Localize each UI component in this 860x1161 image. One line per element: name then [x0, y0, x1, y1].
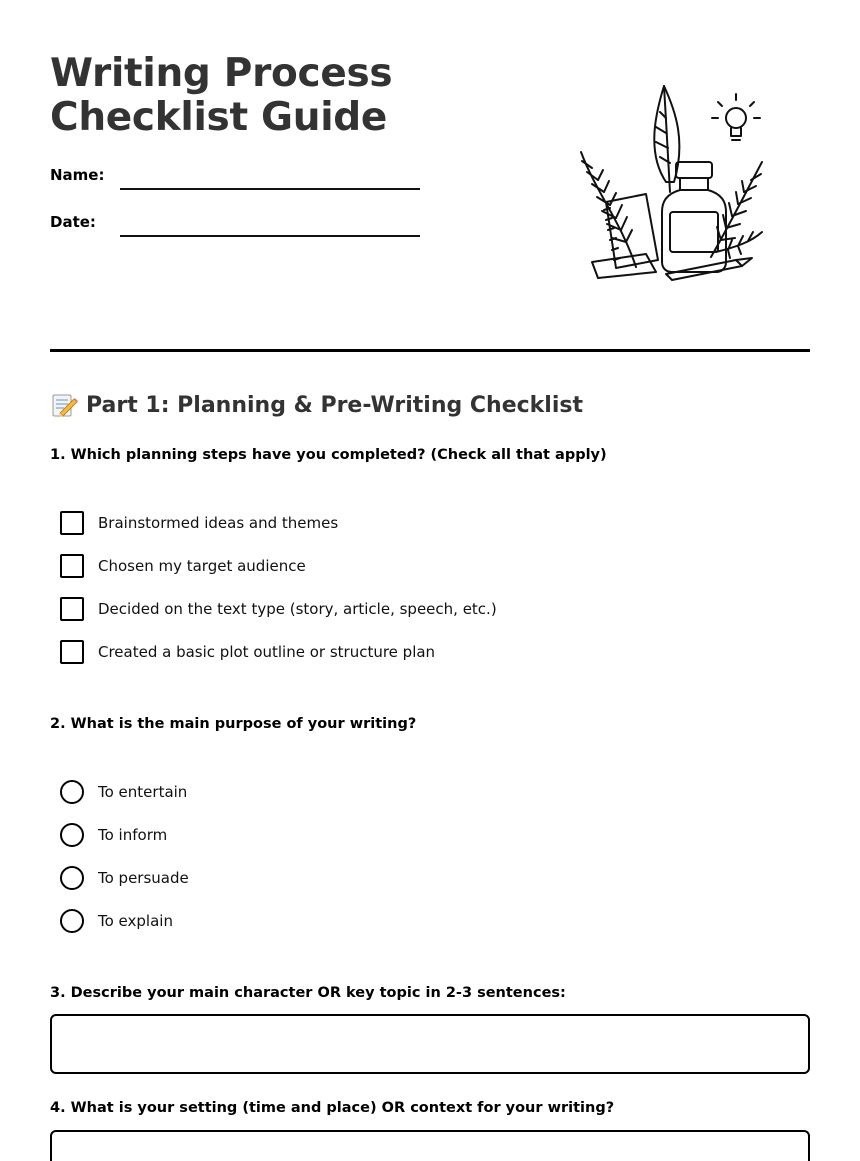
memo-pencil-icon [50, 391, 78, 419]
name-label: Name: [50, 166, 105, 184]
checkbox[interactable] [60, 511, 84, 535]
header-divider [50, 349, 810, 352]
radio-option-2[interactable] [60, 823, 167, 847]
page-title-line-2: Checklist Guide [50, 95, 388, 140]
question-1: 1. Which planning steps have you completed? (Check all that apply) [50, 447, 607, 463]
pencil-icon [666, 258, 752, 280]
radio-option-1[interactable] [60, 780, 187, 804]
name-line[interactable] [120, 188, 420, 190]
radio-button[interactable] [60, 909, 84, 933]
checkbox-option-1[interactable] [60, 511, 338, 535]
checkbox-option-3[interactable] [60, 597, 497, 621]
question-3: 3. Describe your main character OR key topic in 2-3 sentences: [50, 985, 566, 1001]
checkbox[interactable] [60, 640, 84, 664]
question-2: 2. What is the main purpose of your writing? [50, 716, 417, 732]
radio-option-3[interactable] [60, 866, 189, 890]
radio-button[interactable] [60, 823, 84, 847]
checkbox-label: Created a basic plot outline or structure plan [98, 643, 436, 661]
radio-button[interactable] [60, 780, 84, 804]
radio-label: To entertain [98, 783, 188, 801]
date-label: Date: [50, 213, 96, 231]
checkbox-label: Chosen my target audience [98, 557, 306, 575]
radio-button[interactable] [60, 866, 84, 890]
checkbox[interactable] [60, 597, 84, 621]
character-topic-textbox[interactable] [50, 1014, 810, 1074]
checkbox[interactable] [60, 554, 84, 578]
page-title [50, 52, 392, 140]
page-title-line-1: Writing Process [50, 51, 393, 96]
worksheet-header [50, 52, 810, 292]
radio-option-4[interactable] [60, 909, 173, 933]
checkbox-option-4[interactable] [60, 640, 435, 664]
ink-bottle-icon [662, 162, 726, 272]
radio-label: To explain [98, 912, 173, 930]
radio-label: To inform [98, 826, 168, 844]
ink-bottle-quill-notebook-icon [576, 82, 766, 282]
question-4: 4. What is your setting (time and place) OR context for your writing? [50, 1100, 615, 1116]
radio-label: To persuade [98, 869, 189, 887]
date-line[interactable] [120, 235, 420, 237]
name-field[interactable] [50, 164, 430, 194]
setting-context-textbox[interactable] [50, 1130, 810, 1161]
date-field[interactable] [50, 211, 430, 241]
checkbox-label: Decided on the text type (story, article, speech, etc.) [98, 600, 497, 618]
section-title-text: Part 1: Planning & Pre-Writing Checklist [86, 392, 583, 418]
checkbox-option-2[interactable] [60, 554, 306, 578]
light-bulb-icon [712, 94, 760, 140]
section-title-part-1 [50, 390, 583, 420]
checkbox-label: Brainstormed ideas and themes [98, 514, 339, 532]
notebook-icon [592, 194, 658, 278]
